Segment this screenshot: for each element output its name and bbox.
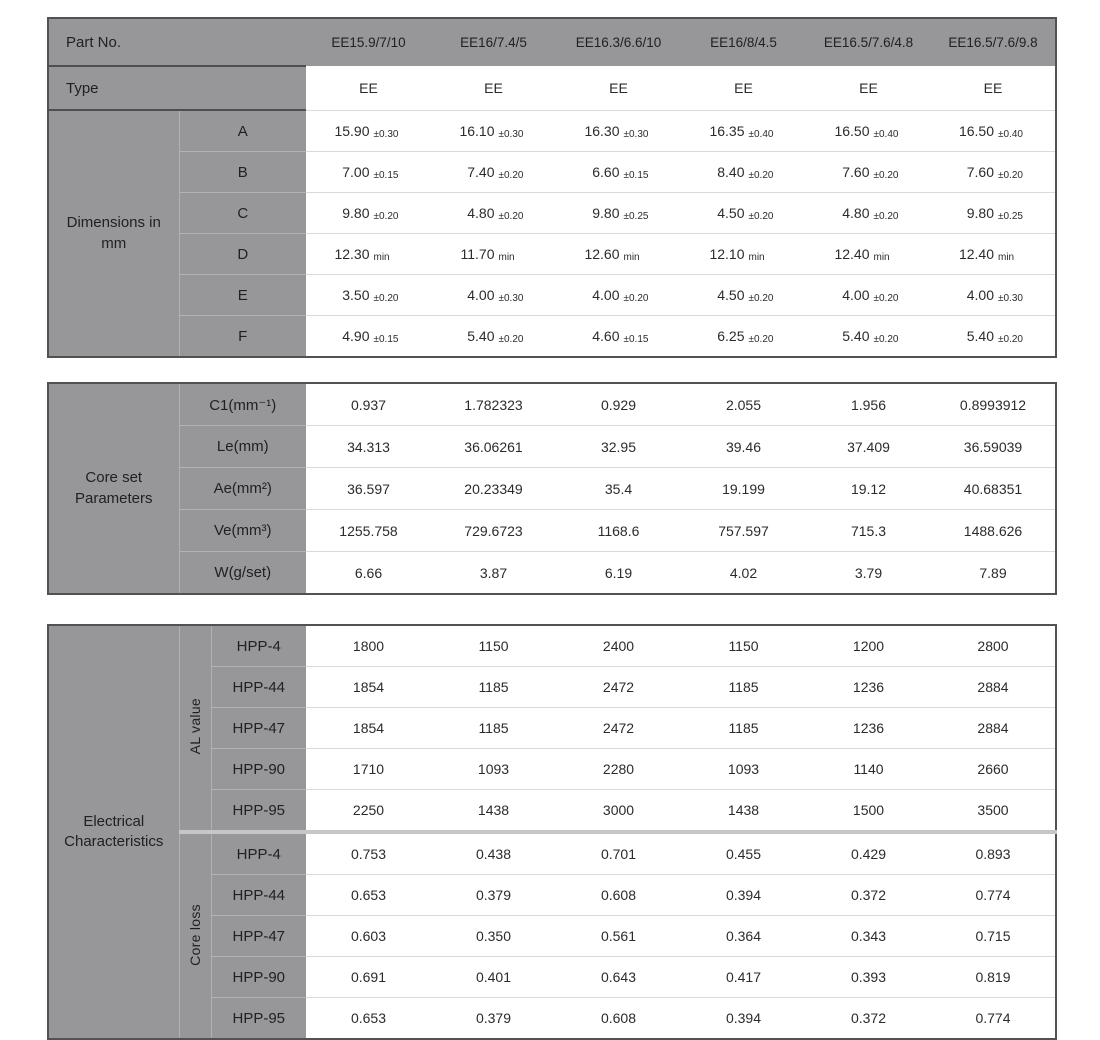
- core-loss-cell: 0.653: [306, 875, 431, 916]
- dim-value-cell: [431, 152, 556, 193]
- core-value-cell: 20.23349: [431, 468, 556, 510]
- dim-value-cell: [306, 275, 431, 316]
- dim-tolerance: ±0.20: [748, 334, 774, 345]
- dim-tolerance: min: [998, 252, 1015, 263]
- core-value-cell: 7.89: [931, 552, 1056, 595]
- type-value-cell: EE: [556, 66, 681, 110]
- core-value-cell: 19.199: [681, 468, 806, 510]
- dim-tolerance: ±0.30: [998, 293, 1023, 304]
- dim-value-cell: [431, 193, 556, 234]
- dim-tolerance: ±0.20: [373, 293, 399, 304]
- dim-tolerance: ±0.20: [873, 293, 899, 304]
- al-value-cell: 1710: [306, 749, 431, 790]
- dim-tolerance: ±0.20: [873, 170, 899, 181]
- dim-value-cell: [556, 193, 681, 234]
- type-value-cell: EE: [306, 66, 431, 110]
- dim-tolerance: min: [373, 252, 390, 263]
- core-param-label: Ve(mm³): [179, 510, 306, 552]
- core-param-label: Ae(mm²): [179, 468, 306, 510]
- al-value-cell: 1438: [431, 790, 556, 833]
- dim-value: 9.80: [342, 205, 370, 221]
- dim-value-cell: [931, 193, 1056, 234]
- dim-value: 16.50: [834, 122, 870, 139]
- core-loss-cell: 0.608: [556, 998, 681, 1040]
- dim-value: 8.40: [717, 164, 745, 180]
- dim-value: 12.40: [958, 246, 994, 262]
- material-label: HPP-4: [211, 832, 306, 875]
- material-label: HPP-90: [211, 957, 306, 998]
- core-value-cell: 37.409: [806, 426, 931, 468]
- dim-value: 4.80: [467, 205, 495, 221]
- dim-value: 11.70: [460, 246, 495, 262]
- dim-value: 12.60: [584, 246, 620, 262]
- electrical-group-label: Electrical Characteristics: [48, 625, 179, 1039]
- dim-value: 4.80: [842, 205, 870, 221]
- core-value-cell: 3.79: [806, 552, 931, 595]
- type-value-cell: EE: [681, 66, 806, 110]
- core-loss-cell: 0.608: [556, 875, 681, 916]
- dim-value-cell: [556, 316, 681, 358]
- dim-value: 4.00: [592, 287, 620, 303]
- type-value-cell: EE: [806, 66, 931, 110]
- dim-tolerance: ±0.30: [623, 128, 649, 140]
- core-loss-cell: 0.455: [681, 832, 806, 875]
- material-label: HPP-47: [211, 708, 306, 749]
- dim-value: 5.40: [842, 328, 870, 344]
- dim-value-cell: [556, 275, 681, 316]
- al-value-cell: 1185: [431, 708, 556, 749]
- dim-tolerance: ±0.15: [623, 334, 649, 345]
- al-value-cell: 2884: [931, 667, 1056, 708]
- al-value-cell: 1500: [806, 790, 931, 833]
- core-value-cell: 2.055: [681, 383, 806, 426]
- dim-value: 6.60: [592, 164, 620, 180]
- dim-value: 16.35: [709, 122, 745, 139]
- al-row-hpp4: [48, 625, 1056, 667]
- material-label: HPP-44: [211, 875, 306, 916]
- al-value-cell: 2660: [931, 749, 1056, 790]
- core-loss-cell: 0.753: [306, 832, 431, 875]
- dim-tolerance: ±0.20: [873, 334, 899, 345]
- core-value-cell: 1168.6: [556, 510, 681, 552]
- dimensions-table: [47, 17, 1057, 358]
- core-loss-cell: 0.603: [306, 916, 431, 957]
- dimension-row-B: [48, 152, 1056, 193]
- dim-value: 6.25: [717, 328, 745, 344]
- dim-value-cell: [931, 152, 1056, 193]
- core-loss-cell: 0.438: [431, 832, 556, 875]
- material-label: HPP-4: [211, 625, 306, 667]
- al-value-section-label: [179, 625, 211, 832]
- dimension-row-C: [48, 193, 1056, 234]
- core-loss-cell: 0.561: [556, 916, 681, 957]
- core-row-ve: [48, 510, 1056, 552]
- dim-tolerance: ±0.20: [498, 170, 524, 181]
- core-value-cell: 6.19: [556, 552, 681, 595]
- type-value-cell: EE: [931, 66, 1056, 110]
- dim-value: 16.10: [459, 122, 495, 139]
- part-no-label: Part No.: [48, 18, 306, 66]
- dim-value-cell: [306, 110, 431, 152]
- dim-value-cell: [806, 193, 931, 234]
- dim-tolerance: ±0.20: [498, 334, 524, 345]
- core-value-cell: 1255.758: [306, 510, 431, 552]
- core-loss-cell: 0.379: [431, 875, 556, 916]
- dim-value: 7.60: [966, 164, 994, 180]
- dim-value: 16.30: [584, 122, 620, 139]
- dim-value-cell: [681, 234, 806, 275]
- al-value-cell: 2884: [931, 708, 1056, 749]
- core-loss-cell: 0.715: [931, 916, 1056, 957]
- dim-value: 4.60: [592, 328, 620, 344]
- dim-tolerance: min: [748, 252, 765, 263]
- dim-value-cell: [806, 152, 931, 193]
- dim-tolerance: ±0.20: [623, 293, 649, 304]
- dim-row-label: E: [179, 275, 306, 316]
- dim-value-cell: [556, 110, 681, 152]
- part-no-header-row: [48, 18, 1056, 66]
- core-value-cell: 6.66: [306, 552, 431, 595]
- dim-tolerance: ±0.20: [998, 334, 1023, 345]
- core-loss-cell: 0.774: [931, 998, 1056, 1040]
- dim-value-cell: [806, 110, 931, 152]
- dim-tolerance: ±0.25: [998, 211, 1023, 222]
- column-header-2: EE16/7.4/5: [431, 18, 556, 66]
- dimension-row-A: [48, 110, 1056, 152]
- dim-tolerance: ±0.15: [373, 170, 399, 181]
- al-value-cell: 1438: [681, 790, 806, 833]
- al-value-vertical-text: AL value: [187, 698, 203, 755]
- al-value-cell: 1236: [806, 667, 931, 708]
- type-label: Type: [48, 66, 306, 110]
- core-value-cell: 36.59039: [931, 426, 1056, 468]
- dim-value-cell: [931, 234, 1056, 275]
- dim-value: 9.80: [966, 205, 994, 221]
- core-row-w: [48, 552, 1056, 595]
- al-value-cell: 2250: [306, 790, 431, 833]
- core-row-ae: [48, 468, 1056, 510]
- core-loss-vertical-text: Core loss: [187, 903, 203, 966]
- dimension-row-E: [48, 275, 1056, 316]
- dim-value-cell: [681, 152, 806, 193]
- dim-value: 7.00: [342, 164, 370, 180]
- dim-value-cell: [681, 316, 806, 358]
- dim-value: 4.00: [966, 287, 994, 303]
- dim-tolerance: min: [498, 252, 515, 263]
- dim-row-label: F: [179, 316, 306, 358]
- dim-row-label: C: [179, 193, 306, 234]
- dim-tolerance: ±0.20: [373, 211, 399, 222]
- column-header-5: EE16.5/7.6/4.8: [806, 18, 931, 66]
- dim-value: 5.40: [966, 328, 994, 344]
- coreloss-row-hpp4: [48, 832, 1056, 875]
- dim-value-cell: [806, 275, 931, 316]
- core-value-cell: 40.68351: [931, 468, 1056, 510]
- dim-value-cell: [681, 110, 806, 152]
- core-value-cell: 34.313: [306, 426, 431, 468]
- al-value-cell: 1140: [806, 749, 931, 790]
- material-label: HPP-44: [211, 667, 306, 708]
- dim-tolerance: min: [873, 252, 890, 263]
- core-loss-section-label: [179, 832, 211, 1039]
- dim-tolerance: ±0.20: [748, 211, 774, 222]
- dim-tolerance: ±0.40: [748, 128, 774, 140]
- al-value-cell: 2280: [556, 749, 681, 790]
- electrical-table: [47, 624, 1057, 1040]
- dim-value-cell: [556, 152, 681, 193]
- al-value-cell: 1800: [306, 625, 431, 667]
- core-value-cell: 1488.626: [931, 510, 1056, 552]
- dim-value-cell: [306, 316, 431, 358]
- dim-value: 4.00: [842, 287, 870, 303]
- al-value-cell: 1236: [806, 708, 931, 749]
- al-value-cell: 2800: [931, 625, 1056, 667]
- material-label: HPP-90: [211, 749, 306, 790]
- column-header-6: EE16.5/7.6/9.8: [931, 18, 1056, 66]
- dim-value: 4.00: [467, 287, 495, 303]
- dim-value: 16.50: [958, 122, 994, 139]
- core-loss-cell: 0.350: [431, 916, 556, 957]
- material-label: HPP-95: [211, 998, 306, 1040]
- al-value-cell: 2400: [556, 625, 681, 667]
- type-row: [48, 66, 1056, 110]
- dim-value: 4.50: [717, 287, 745, 303]
- dim-value: 7.60: [842, 164, 870, 180]
- core-set-group-label: Core set Parameters: [48, 383, 179, 594]
- dim-tolerance: ±0.25: [623, 211, 649, 222]
- dim-tolerance: ±0.20: [998, 170, 1023, 181]
- core-value-cell: 1.782323: [431, 383, 556, 426]
- dim-value: 12.10: [709, 246, 745, 262]
- core-loss-cell: 0.393: [806, 957, 931, 998]
- dim-value-cell: [431, 316, 556, 358]
- column-header-1: EE15.9/7/10: [306, 18, 431, 66]
- dim-value-cell: [681, 193, 806, 234]
- core-value-cell: 0.929: [556, 383, 681, 426]
- dim-value: 9.80: [592, 205, 620, 221]
- dim-value-cell: [306, 193, 431, 234]
- dim-value-cell: [931, 275, 1056, 316]
- dim-tolerance: ±0.40: [998, 128, 1023, 140]
- dim-value-cell: [806, 316, 931, 358]
- core-value-cell: 715.3: [806, 510, 931, 552]
- core-set-table: [47, 382, 1057, 595]
- dim-tolerance: ±0.20: [748, 293, 774, 304]
- al-value-cell: 3500: [931, 790, 1056, 833]
- core-row-le: [48, 426, 1056, 468]
- dim-row-label: A: [179, 110, 306, 152]
- material-label: HPP-95: [211, 790, 306, 833]
- dim-tolerance: ±0.15: [373, 334, 399, 345]
- core-loss-cell: 0.774: [931, 875, 1056, 916]
- core-loss-cell: 0.691: [306, 957, 431, 998]
- core-value-cell: 4.02: [681, 552, 806, 595]
- al-value-cell: 3000: [556, 790, 681, 833]
- dim-value: 12.30: [334, 246, 370, 262]
- material-label: HPP-47: [211, 916, 306, 957]
- al-value-cell: 2472: [556, 708, 681, 749]
- core-loss-cell: 0.394: [681, 875, 806, 916]
- core-loss-cell: 0.372: [806, 998, 931, 1040]
- core-loss-cell: 0.417: [681, 957, 806, 998]
- dim-value-cell: [931, 110, 1056, 152]
- core-loss-cell: 0.819: [931, 957, 1056, 998]
- core-value-cell: 39.46: [681, 426, 806, 468]
- dim-row-label: D: [179, 234, 306, 275]
- core-loss-cell: 0.401: [431, 957, 556, 998]
- dim-value-cell: [306, 152, 431, 193]
- dim-value: 15.90: [334, 122, 370, 139]
- core-param-label: W(g/set): [179, 552, 306, 595]
- core-param-label: Le(mm): [179, 426, 306, 468]
- dimension-row-D: [48, 234, 1056, 275]
- core-loss-cell: 0.364: [681, 916, 806, 957]
- al-value-cell: 2472: [556, 667, 681, 708]
- dim-value-cell: [556, 234, 681, 275]
- dim-tolerance: ±0.30: [373, 128, 399, 140]
- dim-value: 4.90: [342, 328, 370, 344]
- core-value-cell: 32.95: [556, 426, 681, 468]
- dim-tolerance: min: [623, 252, 640, 263]
- al-value-cell: 1093: [681, 749, 806, 790]
- core-row-c1: [48, 383, 1056, 426]
- core-loss-cell: 0.653: [306, 998, 431, 1040]
- column-header-3: EE16.3/6.6/10: [556, 18, 681, 66]
- al-value-cell: 1854: [306, 667, 431, 708]
- core-value-cell: 36.597: [306, 468, 431, 510]
- dim-tolerance: ±0.20: [873, 211, 899, 222]
- core-value-cell: 0.8993912: [931, 383, 1056, 426]
- core-loss-cell: 0.643: [556, 957, 681, 998]
- dim-tolerance: ±0.30: [498, 128, 524, 140]
- al-value-cell: 1185: [681, 667, 806, 708]
- core-value-cell: 1.956: [806, 383, 931, 426]
- type-value-cell: EE: [431, 66, 556, 110]
- dim-value-cell: [806, 234, 931, 275]
- al-value-cell: 1150: [431, 625, 556, 667]
- core-loss-cell: 0.429: [806, 832, 931, 875]
- dim-value-cell: [431, 234, 556, 275]
- dim-tolerance: ±0.20: [498, 211, 524, 222]
- core-value-cell: 35.4: [556, 468, 681, 510]
- dim-tolerance: ±0.15: [623, 170, 649, 181]
- core-loss-cell: 0.379: [431, 998, 556, 1040]
- core-value-cell: 3.87: [431, 552, 556, 595]
- dim-tolerance: ±0.30: [498, 293, 524, 304]
- core-loss-cell: 0.343: [806, 916, 931, 957]
- dimension-row-F: [48, 316, 1056, 358]
- core-param-label: C1(mm⁻¹): [179, 383, 306, 426]
- dim-row-label: B: [179, 152, 306, 193]
- core-loss-cell: 0.701: [556, 832, 681, 875]
- al-value-cell: 1854: [306, 708, 431, 749]
- dimensions-group-label: Dimensions in mm: [48, 110, 179, 357]
- dim-value-cell: [431, 275, 556, 316]
- dim-value: 5.40: [467, 328, 495, 344]
- dim-value-cell: [681, 275, 806, 316]
- dim-tolerance: ±0.20: [748, 170, 774, 181]
- al-value-cell: 1185: [681, 708, 806, 749]
- dim-tolerance: ±0.40: [873, 128, 899, 140]
- core-value-cell: 757.597: [681, 510, 806, 552]
- al-value-cell: 1093: [431, 749, 556, 790]
- core-value-cell: 19.12: [806, 468, 931, 510]
- dim-value: 7.40: [467, 164, 495, 180]
- dim-value: 12.40: [834, 246, 870, 262]
- core-value-cell: 0.937: [306, 383, 431, 426]
- dim-value: 4.50: [717, 205, 745, 221]
- core-loss-cell: 0.893: [931, 832, 1056, 875]
- dim-value-cell: [431, 110, 556, 152]
- al-value-cell: 1185: [431, 667, 556, 708]
- core-value-cell: 729.6723: [431, 510, 556, 552]
- al-value-cell: 1200: [806, 625, 931, 667]
- dim-value-cell: [306, 234, 431, 275]
- dim-value-cell: [931, 316, 1056, 358]
- core-loss-cell: 0.372: [806, 875, 931, 916]
- column-header-4: EE16/8/4.5: [681, 18, 806, 66]
- al-value-cell: 1150: [681, 625, 806, 667]
- dim-value: 3.50: [342, 287, 370, 303]
- core-value-cell: 36.06261: [431, 426, 556, 468]
- core-loss-cell: 0.394: [681, 998, 806, 1040]
